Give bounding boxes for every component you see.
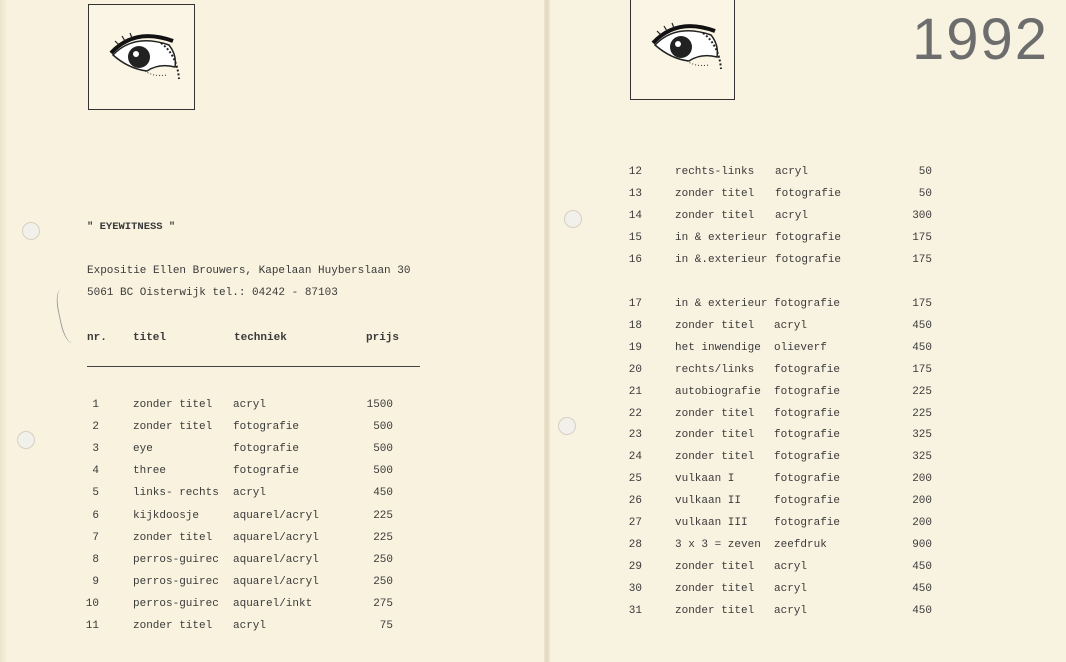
cell-prijs: 250 xyxy=(373,553,393,566)
cell-techniek: acryl xyxy=(774,604,808,617)
cell-prijs: 175 xyxy=(912,232,932,244)
cell-techniek: acryl xyxy=(233,399,267,411)
table-row xyxy=(620,451,940,471)
cell-prijs: 275 xyxy=(373,597,393,610)
table-row xyxy=(620,166,940,186)
cell-titel: autobiografie xyxy=(675,385,761,398)
cell-prijs: 325 xyxy=(912,451,932,464)
exhibition-title: " EYEWITNESS " xyxy=(87,221,176,233)
cell-titel: 3 x 3 = zeven xyxy=(675,538,761,551)
binder-hole xyxy=(558,417,576,435)
cell-techniek: acryl xyxy=(774,582,808,595)
cell-prijs: 450 xyxy=(373,487,393,500)
cell-titel: zonder titel xyxy=(675,582,755,595)
table-row xyxy=(80,465,400,485)
cell-nr: 27 xyxy=(628,517,642,529)
cell-nr: 1 xyxy=(92,399,99,411)
cell-techniek: fotografie xyxy=(774,451,841,464)
cell-prijs: 200 xyxy=(912,473,932,486)
cell-nr: 7 xyxy=(92,531,99,544)
cell-titel: zonder titel xyxy=(675,429,755,442)
table-row xyxy=(620,605,940,625)
cell-prijs: 325 xyxy=(912,429,932,442)
cell-techniek: fotografie xyxy=(774,495,841,508)
address-line-2: 5061 BC Oisterwijk tel.: 04242 - 87103 xyxy=(87,287,338,299)
table-row xyxy=(80,576,400,596)
cell-prijs: 175 xyxy=(912,254,932,266)
cell-nr: 25 xyxy=(628,473,642,486)
cell-prijs: 175 xyxy=(912,298,932,310)
table-row xyxy=(620,320,940,340)
cell-nr: 8 xyxy=(92,553,99,566)
table-row xyxy=(80,554,400,574)
header-divider xyxy=(87,366,420,367)
cell-techniek: fotografie xyxy=(774,517,841,529)
cell-titel: perros-guirec xyxy=(133,575,219,588)
cell-techniek: acryl xyxy=(774,319,808,332)
table-row xyxy=(620,429,940,449)
cell-prijs: 75 xyxy=(379,620,393,632)
cell-titel: rechts/links xyxy=(675,363,755,376)
table-row xyxy=(620,232,940,252)
cell-titel: eye xyxy=(133,443,153,456)
cell-nr: 6 xyxy=(92,509,99,522)
cell-nr: 20 xyxy=(628,363,642,376)
table-row xyxy=(620,364,940,384)
column-header-prijs: prijs xyxy=(366,332,400,344)
cell-techniek: fotografie xyxy=(774,473,841,486)
cell-titel: het inwendige xyxy=(675,341,761,354)
table-row xyxy=(80,399,400,419)
cell-titel: kijkdoosje xyxy=(133,509,200,522)
cell-techniek: olieverf xyxy=(774,341,827,354)
cell-prijs: 500 xyxy=(373,465,393,478)
cell-nr: 31 xyxy=(628,604,642,617)
cell-nr: 29 xyxy=(628,560,642,573)
table-row xyxy=(80,443,400,463)
cell-nr: 11 xyxy=(85,620,99,632)
cell-titel: zonder titel xyxy=(675,319,755,332)
table-row xyxy=(620,583,940,603)
cell-titel: zonder titel xyxy=(675,560,755,573)
cell-nr: 12 xyxy=(628,166,642,178)
cell-nr: 24 xyxy=(628,451,642,464)
cell-prijs: 50 xyxy=(918,188,932,200)
cell-nr: 15 xyxy=(628,232,642,244)
table-row xyxy=(620,342,940,362)
cell-nr: 30 xyxy=(628,582,642,595)
cell-prijs: 225 xyxy=(373,509,393,522)
cell-nr: 17 xyxy=(628,298,642,310)
cell-techniek: fotografie xyxy=(774,363,841,376)
cell-techniek: fotografie xyxy=(233,465,300,478)
table-row xyxy=(80,620,400,640)
cell-techniek: aquarel/acryl xyxy=(233,509,319,522)
cell-nr: 3 xyxy=(92,443,99,456)
cell-prijs: 450 xyxy=(912,604,932,617)
cell-prijs: 225 xyxy=(912,385,932,398)
cell-prijs: 225 xyxy=(373,531,393,544)
table-row xyxy=(80,421,400,441)
cell-techniek: acryl xyxy=(774,560,808,573)
cell-techniek: aquarel/acryl xyxy=(233,531,319,544)
cell-titel: vulkaan II xyxy=(675,495,742,508)
cell-nr: 14 xyxy=(628,210,642,222)
cell-prijs: 450 xyxy=(912,341,932,354)
cell-techniek: fotografie xyxy=(774,298,841,310)
cell-prijs: 225 xyxy=(912,407,932,420)
column-header-titel: titel xyxy=(133,332,167,344)
table-row xyxy=(620,495,940,515)
table-row xyxy=(80,487,400,507)
cell-titel: rechts-links xyxy=(675,166,755,178)
cell-titel: three xyxy=(133,465,167,478)
cell-titel: zonder titel xyxy=(675,210,755,222)
cell-prijs: 175 xyxy=(912,363,932,376)
address-line-1: Expositie Ellen Brouwers, Kapelaan Huyberslaan 30 xyxy=(87,265,411,277)
cell-techniek: fotografie xyxy=(774,429,841,442)
cell-titel: vulkaan III xyxy=(675,517,748,529)
cell-titel: zonder titel xyxy=(675,188,755,200)
cell-titel: in & exterieur xyxy=(675,298,768,310)
cell-techniek: zeefdruk xyxy=(774,538,827,551)
cell-titel: zonder titel xyxy=(675,604,755,617)
table-row xyxy=(620,539,940,559)
cell-titel: zonder titel xyxy=(675,407,755,420)
cell-nr: 22 xyxy=(628,407,642,420)
cell-prijs: 500 xyxy=(373,443,393,456)
cell-techniek: aquarel/acryl xyxy=(233,553,319,566)
table-row xyxy=(620,254,940,274)
cell-titel: in & exterieur xyxy=(675,232,768,244)
column-header-nr: nr. xyxy=(87,332,107,344)
table-row xyxy=(620,517,940,537)
cell-techniek: acryl xyxy=(233,620,267,632)
cell-prijs: 900 xyxy=(912,538,932,551)
cell-techniek: acryl xyxy=(233,487,267,500)
eye-icon xyxy=(89,5,194,109)
eye-logo-left xyxy=(88,4,195,110)
table-row xyxy=(80,532,400,552)
cell-titel: zonder titel xyxy=(675,451,755,464)
cell-nr: 28 xyxy=(628,538,642,551)
cell-nr: 2 xyxy=(92,421,99,434)
cell-prijs: 450 xyxy=(912,582,932,595)
cell-techniek: fotografie xyxy=(775,232,842,244)
cell-titel: links- rechts xyxy=(133,487,219,500)
cell-prijs: 500 xyxy=(373,421,393,434)
binder-hole xyxy=(564,210,582,228)
eye-icon xyxy=(631,0,734,99)
cell-techniek: acryl xyxy=(775,210,809,222)
cell-titel: perros-guirec xyxy=(133,553,219,566)
cell-nr: 4 xyxy=(92,465,99,478)
binder-hole xyxy=(22,222,40,240)
table-row xyxy=(620,386,940,406)
cell-nr: 18 xyxy=(628,319,642,332)
cell-techniek: fotografie xyxy=(774,407,841,420)
cell-techniek: fotografie xyxy=(775,254,842,266)
cell-prijs: 200 xyxy=(912,495,932,508)
table-row xyxy=(80,510,400,530)
cell-nr: 16 xyxy=(628,254,642,266)
cell-nr: 5 xyxy=(92,487,99,500)
column-header-techniek: techniek xyxy=(234,332,287,344)
cell-titel: zonder titel xyxy=(133,421,213,434)
cell-titel: zonder titel xyxy=(133,399,213,411)
cell-nr: 10 xyxy=(85,597,99,610)
eye-logo-right xyxy=(630,0,735,100)
cell-techniek: fotografie xyxy=(233,443,300,456)
page-edge xyxy=(0,0,8,662)
cell-nr: 21 xyxy=(628,385,642,398)
year-label: 1992 xyxy=(912,7,1050,72)
table-row xyxy=(620,210,940,230)
cell-titel: zonder titel xyxy=(133,620,213,632)
cell-techniek: fotografie xyxy=(233,421,300,434)
cell-nr: 23 xyxy=(628,429,642,442)
cell-nr: 19 xyxy=(628,341,642,354)
cell-techniek: aquarel/acryl xyxy=(233,575,319,588)
binder-hole xyxy=(17,431,35,449)
cell-techniek: fotografie xyxy=(774,385,841,398)
cell-nr: 26 xyxy=(628,495,642,508)
cell-prijs: 1500 xyxy=(366,399,393,411)
cell-techniek: fotografie xyxy=(775,188,842,200)
cell-techniek: aquarel/inkt xyxy=(233,597,313,610)
cell-prijs: 450 xyxy=(912,319,932,332)
cell-prijs: 200 xyxy=(912,517,932,529)
cell-techniek: acryl xyxy=(775,166,809,178)
cell-titel: vulkaan I xyxy=(675,473,735,486)
table-row xyxy=(620,298,940,318)
cell-titel: zonder titel xyxy=(133,531,213,544)
cell-nr: 13 xyxy=(628,188,642,200)
cell-nr: 9 xyxy=(92,575,99,588)
table-row xyxy=(80,598,400,618)
table-row xyxy=(620,561,940,581)
page-gutter xyxy=(544,0,550,662)
table-row xyxy=(620,473,940,493)
cell-prijs: 50 xyxy=(918,166,932,178)
table-row xyxy=(620,408,940,428)
cell-titel: perros-guirec xyxy=(133,597,219,610)
cell-prijs: 250 xyxy=(373,575,393,588)
cell-titel: in &.exterieur xyxy=(675,254,768,266)
cell-prijs: 450 xyxy=(912,560,932,573)
table-row xyxy=(620,188,940,208)
cell-prijs: 300 xyxy=(912,210,932,222)
